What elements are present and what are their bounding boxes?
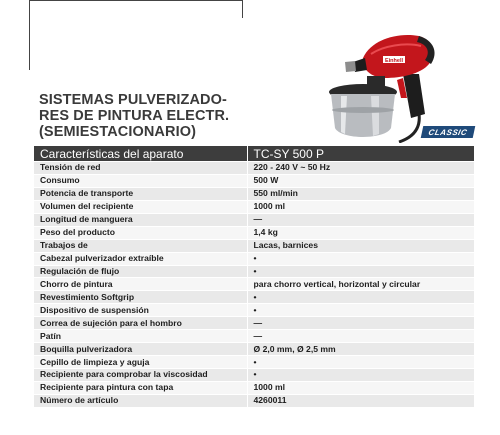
frame-line-top (29, 0, 243, 1)
spec-value: Ø 2,0 mm, Ø 2,5 mm (247, 343, 474, 356)
spray-gun-image (301, 18, 461, 143)
header-model: TC-SY 500 P (247, 146, 474, 162)
spec-label: Boquilla pulverizadora (34, 343, 247, 356)
title-line-3: (SEMIESTACIONARIO) (39, 124, 197, 140)
spec-value: — (247, 317, 474, 330)
table-row (34, 343, 474, 356)
spec-value: 4260011 (247, 394, 474, 406)
spec-value: • (247, 304, 474, 317)
spec-label: Número de artículo (34, 394, 247, 406)
spec-label: Cabezal pulverizador extraíble (34, 252, 247, 265)
spec-value: — (247, 330, 474, 343)
header-feature: Características del aparato (34, 146, 247, 162)
table-row (34, 381, 474, 394)
spec-label: Regulación de flujo (34, 265, 247, 278)
frame-line-left (29, 0, 30, 70)
spec-label: Revestimiento Softgrip (34, 291, 247, 304)
frame-line-right (242, 0, 243, 18)
spec-label: Consumo (34, 174, 247, 187)
table-row (34, 239, 474, 252)
spec-value: 1,4 kg (247, 226, 474, 239)
spec-value: 500 W (247, 174, 474, 187)
title-line-2: RES DE PINTURA ELECTR. (39, 108, 230, 124)
title-line-1: SISTEMAS PULVERIZADO- (39, 92, 227, 108)
spec-label: Potencia de transporte (34, 187, 247, 200)
table-row (34, 317, 474, 330)
table-row (34, 187, 474, 200)
spec-label: Recipiente para pintura con tapa (34, 381, 247, 394)
spec-label: Chorro de pintura (34, 278, 247, 291)
spec-value: • (247, 369, 474, 382)
spec-value: para chorro vertical, horizontal y circular (247, 278, 474, 291)
spec-value: • (247, 252, 474, 265)
spec-label: Recipiente para comprobar la viscosidad (34, 369, 247, 382)
spec-table (34, 146, 475, 407)
table-row (34, 356, 474, 369)
spec-label: Peso del producto (34, 226, 247, 239)
spec-table-body (34, 162, 474, 407)
table-row (34, 174, 474, 187)
spec-label: Trabajos de (34, 239, 247, 252)
table-row (34, 213, 474, 226)
table-row (34, 278, 474, 291)
spec-label: Longitud de manguera (34, 213, 247, 226)
table-header-row (34, 146, 474, 162)
brand-label: Einhell (384, 58, 404, 64)
spec-sheet (29, 0, 473, 420)
table-row (34, 252, 474, 265)
spec-value: 1000 ml (247, 381, 474, 394)
table-row (34, 162, 474, 175)
table-row (34, 265, 474, 278)
table-row (34, 394, 474, 406)
product-title (39, 92, 279, 140)
table-row (34, 291, 474, 304)
spec-label: Tensión de red (34, 162, 247, 175)
classic-badge: CLASSIC (421, 126, 476, 138)
spec-value: • (247, 265, 474, 278)
table-row (34, 226, 474, 239)
spec-value: — (247, 213, 474, 226)
table-row (34, 200, 474, 213)
spec-value: 1000 ml (247, 200, 474, 213)
spec-label: Dispositivo de suspensión (34, 304, 247, 317)
spec-label: Volumen del recipiente (34, 200, 247, 213)
spec-value: • (247, 291, 474, 304)
spec-value: • (247, 356, 474, 369)
spec-label: Patín (34, 330, 247, 343)
spec-label: Correa de sujeción para el hombro (34, 317, 247, 330)
table-row (34, 304, 474, 317)
table-row (34, 369, 474, 382)
spec-label: Cepillo de limpieza y aguja (34, 356, 247, 369)
spec-value: 550 ml/min (247, 187, 474, 200)
spec-value: Lacas, barnices (247, 239, 474, 252)
table-row (34, 330, 474, 343)
spec-value: 220 - 240 V ~ 50 Hz (247, 162, 474, 175)
